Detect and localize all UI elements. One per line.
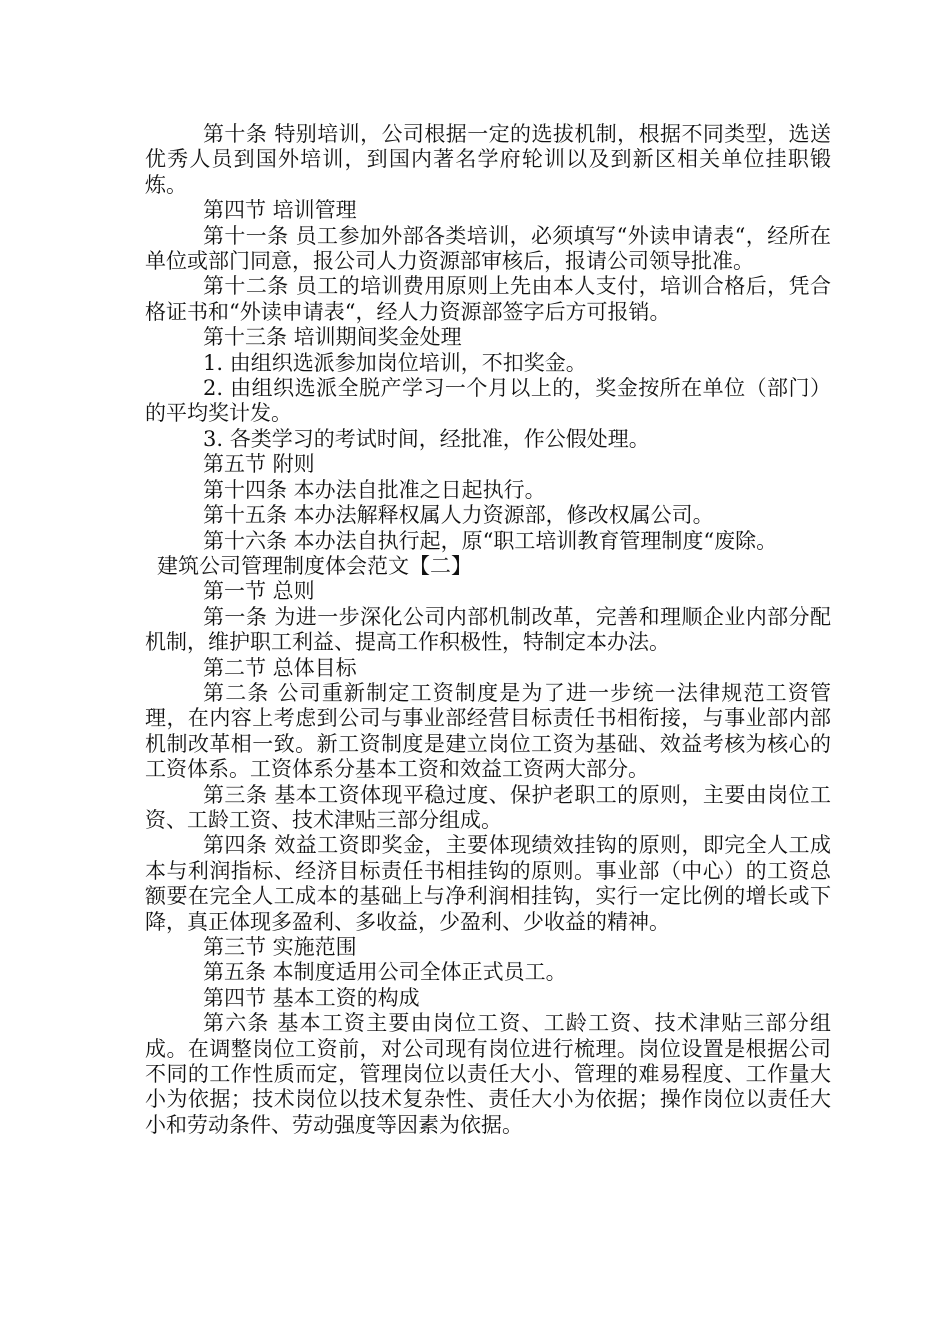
list-item-2: 2. 由组织选派全脱产学习一个月以上的，奖金按所在单位（部门）的平均奖计发。	[145, 376, 831, 426]
article-13-paragraph: 第十三条 培训期间奖金处理	[203, 325, 462, 350]
section-4b-heading: 第四节 基本工资的构成	[203, 985, 420, 1010]
article-11-paragraph: 第十一条 员工参加外部各类培训，必须填写“外读申请表“，经所在单位或部门同意，报公司人力资源部审核后，报请公司领导批准。	[145, 223, 831, 274]
part-2-title: 建筑公司管理制度体会范文【二】	[157, 553, 472, 578]
article-16-paragraph: 第十六条 本办法自执行起，原“职工培训教育管理制度“废除。	[203, 528, 778, 553]
section-4-heading: 第四节 培训管理	[203, 198, 357, 223]
article-10-paragraph: 第十条 特别培训，公司根据一定的选拔机制，根据不同类型，选送优秀人员到国外培训，到国内著名学府轮训以及到新区相关单位挂职锻炼。	[145, 122, 831, 197]
section-2-heading: 第二节 总体目标	[203, 655, 357, 680]
article-4-paragraph: 第四条 效益工资即奖金，主要体现绩效挂钩的原则，即完全人工成本与利润指标、经济目标责任书相挂钩的原则。事业部（中心）的工资总额要在完全人工成本的基础上与净利润相挂钩，实行一定比例的增长或下降，真正体现多盈利、多收益，少盈利、少收益的精神。	[145, 833, 831, 934]
article-15-paragraph: 第十五条 本办法解释权属人力资源部，修改权属公司。	[203, 503, 714, 528]
article-12-paragraph: 第十二条 员工的培训费用原则上先由本人支付，培训合格后，凭合格证书和“外读申请表“，经人力资源部签字后方可报销。	[145, 274, 831, 324]
article-2-paragraph: 第二条 公司重新制定工资制度是为了进一步统一法律规范工资管理，在内容上考虑到公司与事业部经营目标责任书相衔接，与事业部内部机制改革相一致。新工资制度是建立岗位工资为基础、效益考核为核心的工资体系。工资体系分基本工资和效益工资两大部分。	[145, 680, 831, 782]
section-5-heading: 第五节 附则	[203, 452, 315, 477]
section-3-heading: 第三节 实施范围	[203, 935, 357, 959]
article-1-paragraph: 第一条 为进一步深化公司内部机制改革，完善和理顺企业内部分配机制，维护职工利益、提高工作积极性，特制定本办法。	[145, 604, 831, 655]
article-14-paragraph: 第十四条 本办法自批准之日起执行。	[203, 477, 546, 502]
list-item-3: 3. 各类学习的考试时间，经批准，作公假处理。	[203, 426, 650, 451]
article-3-paragraph: 第三条 基本工资体现平稳过度、保护老职工的原则，主要由岗位工资、工龄工资、技术津贴三部分组成。	[145, 782, 831, 832]
section-1-heading: 第一节 总则	[203, 579, 315, 604]
list-item-1: 1. 由组织选派参加岗位培训，不扣奖金。	[203, 350, 587, 375]
document-body	[145, 122, 831, 1138]
article-6-paragraph: 第六条 基本工资主要由岗位工资、工龄工资、技术津贴三部分组成。在调整岗位工资前，对公司现有岗位进行梳理。岗位设置是根据公司不同的工作性质而定，管理岗位以责任大小、管理的难易程度、工作量大小为依据；技术岗位以技术复杂性、责任大小为依据；操作岗位以责任大小和劳动条件、劳动强度等因素为依据。	[145, 1011, 831, 1137]
article-5-paragraph: 第五条 本制度适用公司全体正式员工。	[203, 960, 567, 985]
